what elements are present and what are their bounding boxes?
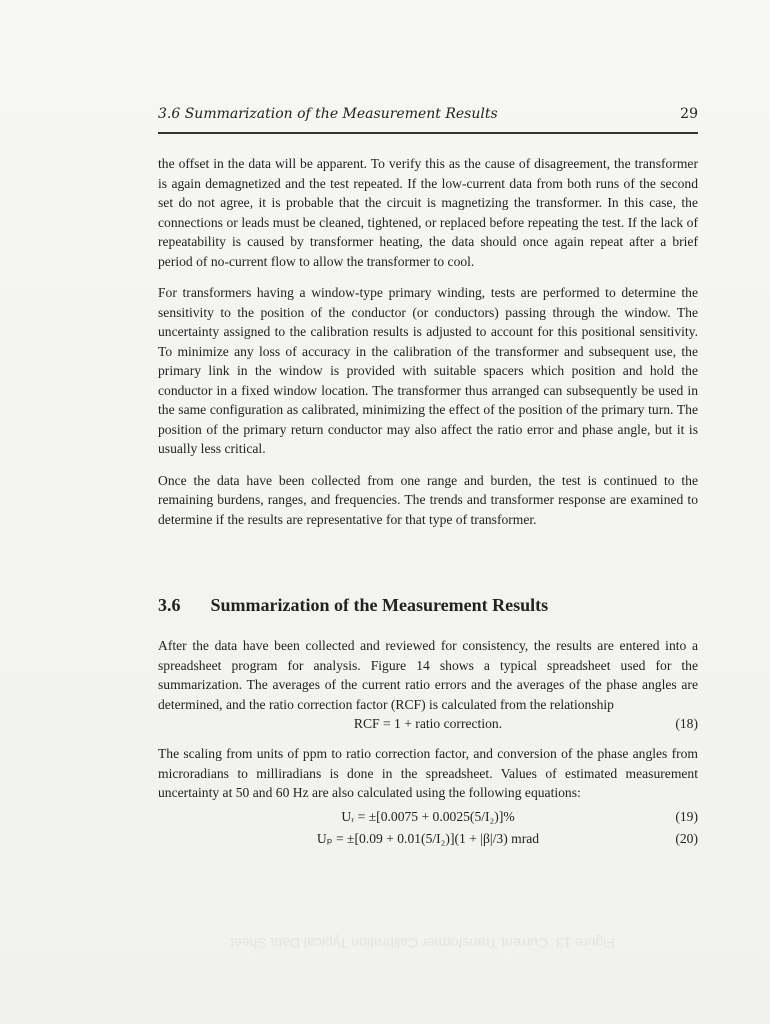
paragraph: Once the data have been collected from one range and burden, the test is continued to the remaining burdens, ranges, and frequencies. The trends and transformer response are examined to determine if the results are representative for that type of transformer.: [158, 472, 698, 527]
header-title: 3.6 Summarization of the Measurement Results: [158, 106, 498, 122]
equation-number: (19): [675, 808, 698, 824]
bleed-through-text: Figure 13. Current Transformer Calibration Typical Data Sheet: [230, 935, 615, 951]
equation-expression: RCF = 1 + ratio correction.: [353, 716, 503, 731]
paragraph: the offset in the data will be apparent. To verify this as the cause of disagreement, the transformer is again demagnetized and the test repeated. If the low-current data from both runs of the second set do not agree, it is probable that the circuit is magnetizing the transformer. In this case, the connections or leads must be cleaned, tightened, or replaced before repeating the test. If the lack of repeatability is caused by transformer heating, the data should once again repeat after a brief period of no-current flow to allow the transformer to cool.: [158, 156, 698, 269]
section-body: [158, 636, 698, 851]
section-title: Summarization of the Measurement Results: [210, 595, 549, 615]
equation-number: (18): [675, 716, 698, 731]
equation-18: [158, 714, 698, 736]
header-rule: [158, 132, 698, 134]
equation-20: [158, 829, 698, 851]
paragraph: After the data have been collected and reviewed for consistency, the results are entered into a spreadsheet program for analysis. Figure 14 shows a typical spreadsheet used for the summarization. The averages of the current ratio errors and the averages of the phase angles are determined, and the ratio correction factor (RCF) is calculated from the relationship: [158, 638, 698, 712]
page-number: 29: [680, 106, 698, 122]
equation-expression: Uᵣ = ±[0.0075 + 0.0025(5/I₂)]%: [341, 808, 515, 824]
equation-19: [158, 807, 698, 829]
section-heading: [158, 595, 698, 616]
paragraph: The scaling from units of ppm to ratio correction factor, and conversion of the phase angles from microradians to milliradians is done in the spreadsheet. Values of estimated measurement uncertainty at 50 and 60 Hz are also calculated using the following equations:: [158, 746, 698, 800]
paragraph: For transformers having a window-type primary winding, tests are performed to determine the sensitivity to the position of the conductor (or conductors) passing through the window. The uncertainty assigned to the calibration results is adjusted to account for this positional sensitivity. To minimize any loss of accuracy in the calibration of the transformer and subsequent use, the primary link in the window is provided with suitable spacers which position and hold the conductor in a fixed window location. The transformer thus arranged can subsequently be used in the same configuration as calibrated, minimizing the effect of the position of the primary turn. The position of the primary return conductor may also affect the ratio error and phase angle, but it is usually less critical.: [158, 285, 698, 456]
body-text: [158, 154, 698, 541]
running-header: [158, 106, 698, 122]
section-number: 3.6: [158, 595, 181, 615]
equation-expression: Uₚ = ±[0.09 + 0.01(5/I₂)](1 + |β|/3) mrad: [316, 830, 540, 846]
equation-number: (20): [675, 830, 698, 846]
